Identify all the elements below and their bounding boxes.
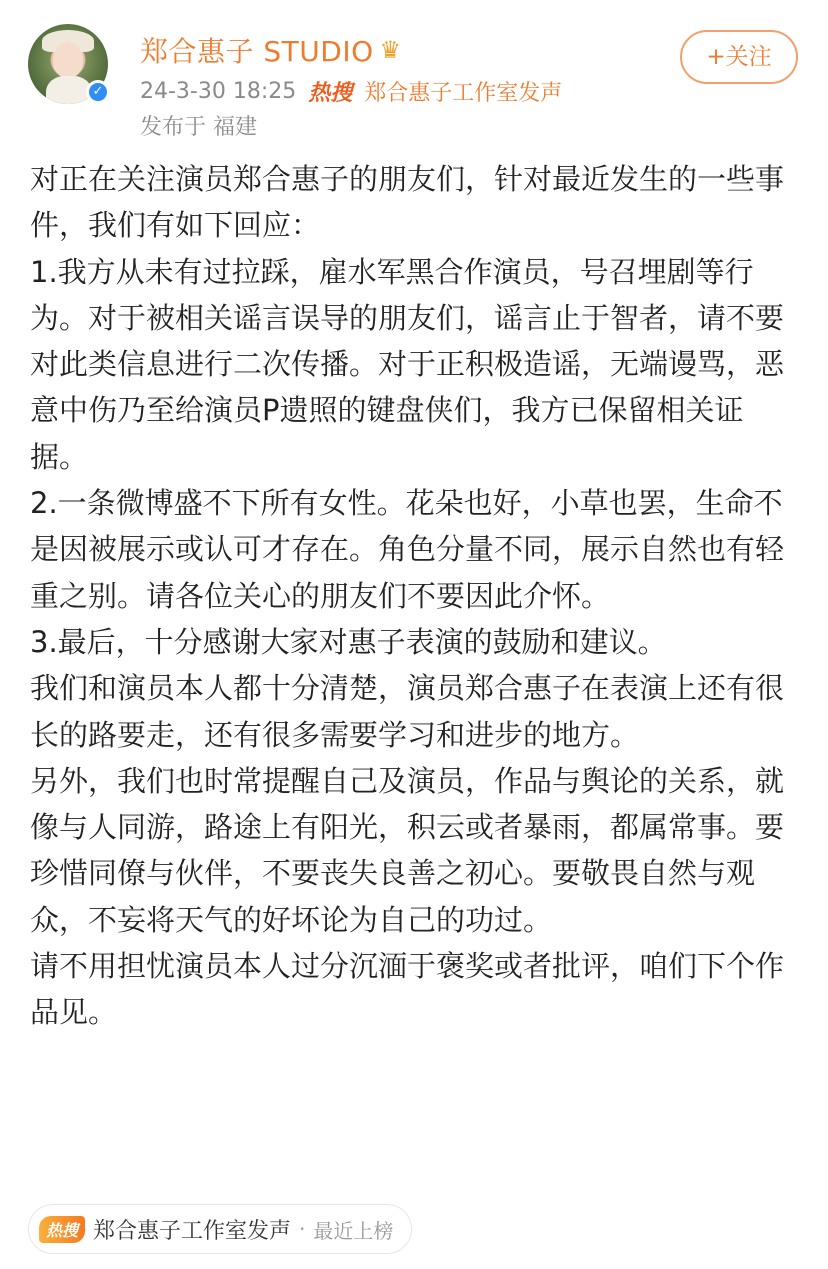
post-paragraph: 对正在关注演员郑合惠子的朋友们，针对最近发生的一些事件，我们有如下回应： xyxy=(30,162,785,243)
chip-topic: 郑合惠子工作室发声 xyxy=(93,1218,292,1244)
avatar-face xyxy=(53,42,83,78)
hot-topic-link[interactable]: 郑合惠子工作室发声 xyxy=(364,81,563,106)
chip-separator: · xyxy=(299,1217,306,1241)
post-meta xyxy=(140,76,562,107)
post-location: 发布于 福建 xyxy=(140,115,257,140)
crown-icon: ♛ xyxy=(379,36,402,64)
post-body xyxy=(30,156,798,1036)
post-timestamp: 24-3-30 18:25 xyxy=(140,79,297,104)
post-paragraph: 2.一条微博盛不下所有女性。花朵也好，小草也罢，生命不是因被展示或认可才存在。角色分量不同，展示自然也有轻重之别。请各位关心的朋友们不要因此介怀。 xyxy=(30,486,785,613)
follow-button[interactable]: +关注 xyxy=(680,30,798,84)
hot-search-topic-chip[interactable] xyxy=(28,1204,412,1254)
post-paragraph: 1.我方从未有过拉踩，雇水军黑合作演员，号召埋剧等行为。对于被相关谣言误导的朋友们，谣言止于智者，请不要对此类信息进行二次传播。对于正积极造谣，无端谩骂，恶意中伤乃至给演员P遗照的键盘侠们，我方已保留相关证据。 xyxy=(30,254,785,474)
author-name[interactable]: 郑合惠子 STUDIO xyxy=(140,35,374,68)
post-paragraph: 我们和演员本人都十分清楚，演员郑合惠子在表演上还有很长的路要走，还有很多需要学习和进步的地方。 xyxy=(30,671,785,752)
author-name-row[interactable] xyxy=(140,30,402,70)
chip-status: 最近上榜 xyxy=(313,1218,394,1243)
post-paragraph: 请不用担忧演员本人过分沉湎于褒奖或者批评，咱们下个作品见。 xyxy=(30,949,785,1030)
post-paragraph: 3.最后，十分感谢大家对惠子表演的鼓励和建议。 xyxy=(30,624,667,659)
hot-search-icon: 热搜 xyxy=(308,81,353,106)
post-header xyxy=(0,0,828,150)
hot-search-badge-icon: 热搜 xyxy=(39,1216,85,1243)
verified-check-icon: ✓ xyxy=(86,80,110,104)
post-paragraph: 另外，我们也时常提醒自己及演员，作品与舆论的关系，就像与人同游，路途上有阳光，积云或者暴雨，都属常事。要珍惜同僚与伙伴，不要丧失良善之初心。要敬畏自然与观众，不妄将天气的好坏论为自己的功过。 xyxy=(30,763,785,937)
